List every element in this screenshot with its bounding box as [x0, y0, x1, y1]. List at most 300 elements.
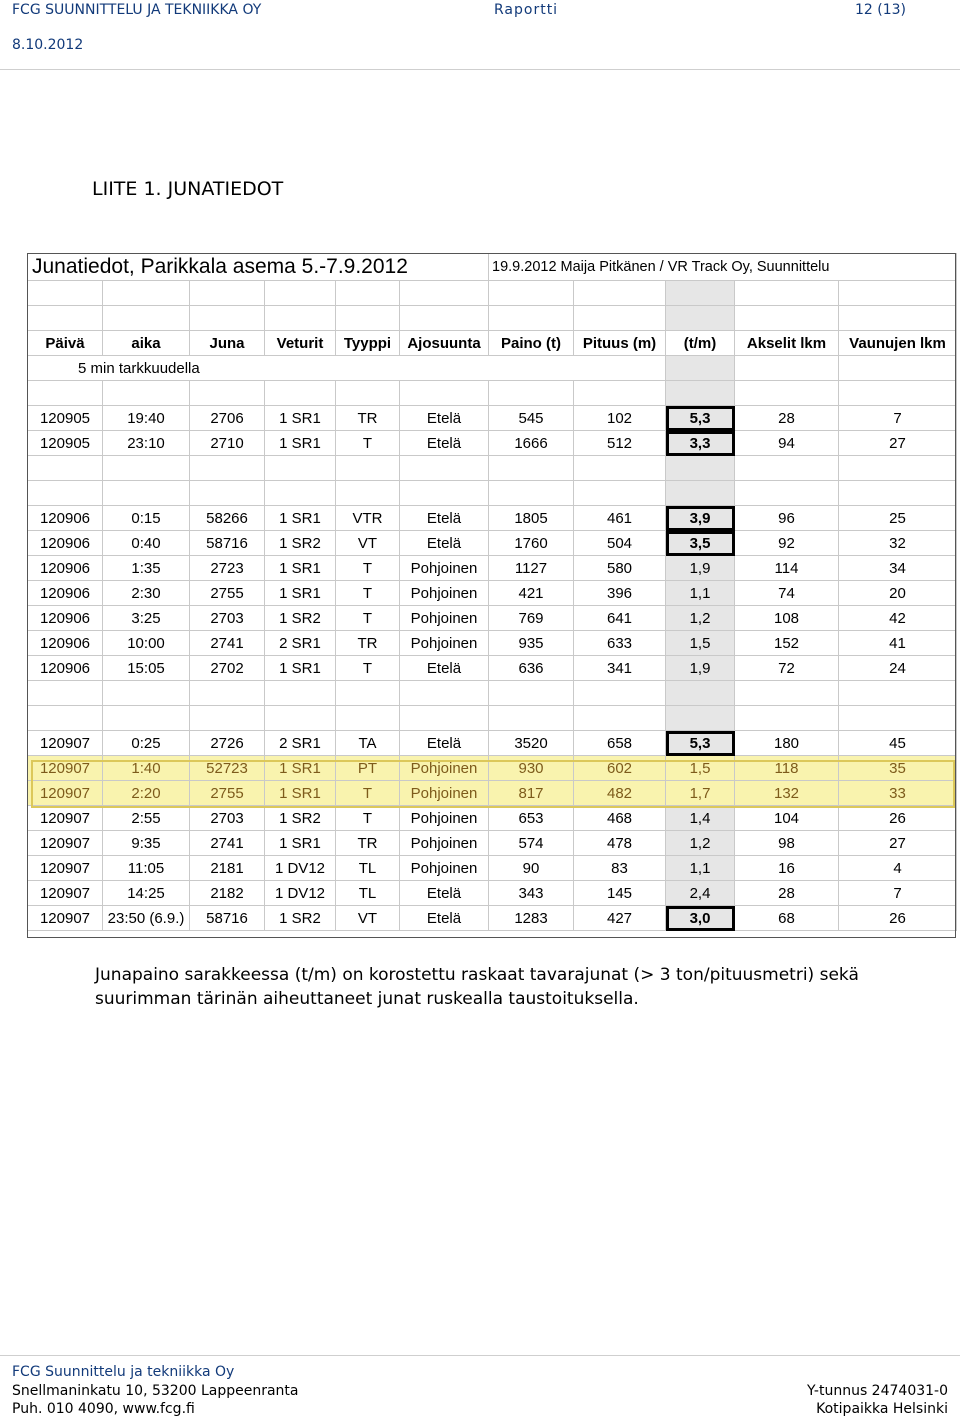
- table-cell: 5,3: [666, 406, 735, 431]
- blank-cell: [190, 706, 265, 731]
- table-cell: 636: [489, 656, 574, 681]
- table-row: [28, 581, 957, 606]
- blank-cell: [735, 381, 839, 406]
- table-row: [28, 756, 957, 781]
- table-cell: 2702: [190, 656, 265, 681]
- footer-phone: Puh. 010 4090, www.fcg.fi: [12, 1401, 195, 1417]
- table-cell: 1666: [489, 431, 574, 456]
- table-cell: 26: [839, 906, 957, 931]
- blank-cell: [839, 306, 957, 331]
- blank-cell: [265, 481, 336, 506]
- blank-cell: [28, 456, 103, 481]
- note-text: 5 min tarkkuudella: [28, 356, 666, 381]
- table-cell: 2723: [190, 556, 265, 581]
- blank-cell: [666, 481, 735, 506]
- blank-cell: [28, 306, 103, 331]
- blank-cell: [574, 381, 666, 406]
- column-header: Pituus (m): [574, 331, 666, 356]
- table-cell: TR: [336, 631, 400, 656]
- blank-cell: [400, 281, 489, 306]
- blank-cell: [574, 306, 666, 331]
- table-cell: 658: [574, 731, 666, 756]
- table-cell: 24: [839, 656, 957, 681]
- footer-business-id: Y-tunnus 2474031-0: [807, 1383, 948, 1399]
- table-cell: 1127: [489, 556, 574, 581]
- blank-cell: [400, 381, 489, 406]
- table-cell: 35: [839, 756, 957, 781]
- blank-cell: [28, 381, 103, 406]
- table-cell: 20: [839, 581, 957, 606]
- table-cell: 58716: [190, 531, 265, 556]
- table-cell: 45: [839, 731, 957, 756]
- table-cell: 1 SR2: [265, 906, 336, 931]
- table-cell: 2 SR1: [265, 631, 336, 656]
- blank-cell: [666, 706, 735, 731]
- blank-cell: [489, 281, 574, 306]
- table-cell: 1 SR2: [265, 806, 336, 831]
- table-cell: 14:25: [103, 881, 190, 906]
- table-cell: 2,4: [666, 881, 735, 906]
- table-cell: Etelä: [400, 406, 489, 431]
- table-cell: 120907: [28, 756, 103, 781]
- table-cell: Pohjoinen: [400, 581, 489, 606]
- table-cell: 1,9: [666, 656, 735, 681]
- table-cell: 2755: [190, 781, 265, 806]
- table-cell: 1,1: [666, 856, 735, 881]
- table-cell: 120906: [28, 656, 103, 681]
- table-cell: 2703: [190, 806, 265, 831]
- sheet-title-row: [28, 254, 957, 281]
- footer-domicile: Kotipaikka Helsinki: [816, 1401, 948, 1417]
- column-header: Tyyppi: [336, 331, 400, 356]
- table-cell: T: [336, 556, 400, 581]
- table-cell: 132: [735, 781, 839, 806]
- table-row: [28, 881, 957, 906]
- table-cell: 7: [839, 881, 957, 906]
- table-cell: 120907: [28, 856, 103, 881]
- table-cell: 28: [735, 406, 839, 431]
- blank-cell: [103, 381, 190, 406]
- table-cell: 2755: [190, 581, 265, 606]
- table-cell: 33: [839, 781, 957, 806]
- table-cell: Etelä: [400, 531, 489, 556]
- table-cell: 341: [574, 656, 666, 681]
- table-cell: 343: [489, 881, 574, 906]
- blank-cell: [574, 706, 666, 731]
- table-cell: Pohjoinen: [400, 781, 489, 806]
- column-header-row: [28, 331, 957, 356]
- table-cell: 1 SR1: [265, 756, 336, 781]
- blank-cell: [839, 681, 957, 706]
- table-cell: Etelä: [400, 656, 489, 681]
- table-row: [28, 656, 957, 681]
- blank-cell: [735, 356, 839, 381]
- table-cell: Pohjoinen: [400, 806, 489, 831]
- column-header: Paino (t): [489, 331, 574, 356]
- header-divider: [0, 69, 960, 70]
- blank-cell: [839, 381, 957, 406]
- blank-cell: [666, 281, 735, 306]
- blank-cell: [190, 481, 265, 506]
- table-cell: 1 SR1: [265, 831, 336, 856]
- blank-cell: [336, 456, 400, 481]
- table-cell: 145: [574, 881, 666, 906]
- table-cell: 1:35: [103, 556, 190, 581]
- table-cell: 23:10: [103, 431, 190, 456]
- table-row: [28, 556, 957, 581]
- table-cell: 2:30: [103, 581, 190, 606]
- column-header: Juna: [190, 331, 265, 356]
- table-cell: 96: [735, 506, 839, 531]
- table-cell: 120906: [28, 531, 103, 556]
- table-row: [28, 731, 957, 756]
- table-cell: 396: [574, 581, 666, 606]
- table-cell: 1 SR1: [265, 581, 336, 606]
- table-cell: 120907: [28, 906, 103, 931]
- table-cell: 1:40: [103, 756, 190, 781]
- table-cell: 120907: [28, 831, 103, 856]
- table-cell: VT: [336, 906, 400, 931]
- blank-cell: [735, 481, 839, 506]
- blank-cell: [666, 306, 735, 331]
- table-cell: 1,9: [666, 556, 735, 581]
- table-cell: 52723: [190, 756, 265, 781]
- table-cell: 1 DV12: [265, 856, 336, 881]
- blank-cell: [400, 706, 489, 731]
- table-cell: 180: [735, 731, 839, 756]
- table-cell: 4: [839, 856, 957, 881]
- table-cell: 1,5: [666, 756, 735, 781]
- table-cell: 1 SR2: [265, 606, 336, 631]
- table-cell: Pohjoinen: [400, 856, 489, 881]
- blank-cell: [489, 706, 574, 731]
- table-cell: 19:40: [103, 406, 190, 431]
- table-cell: 1 SR1: [265, 506, 336, 531]
- blank-cell: [265, 381, 336, 406]
- table-cell: 74: [735, 581, 839, 606]
- footer-company: FCG Suunnittelu ja tekniikka Oy: [12, 1364, 235, 1380]
- blank-cell: [489, 306, 574, 331]
- table-cell: 1,5: [666, 631, 735, 656]
- table-cell: 27: [839, 431, 957, 456]
- column-header: Vaunujen lkm: [839, 331, 957, 356]
- table-cell: 641: [574, 606, 666, 631]
- table-cell: 152: [735, 631, 839, 656]
- table-row: [28, 806, 957, 831]
- table-cell: 1760: [489, 531, 574, 556]
- table-cell: T: [336, 581, 400, 606]
- sheet-title: Junatiedot, Parikkala asema 5.-7.9.2012: [28, 254, 489, 281]
- table-cell: 3,5: [666, 531, 735, 556]
- table-cell: 58716: [190, 906, 265, 931]
- table-cell: 5,3: [666, 731, 735, 756]
- table-cell: 512: [574, 431, 666, 456]
- table-cell: 2182: [190, 881, 265, 906]
- table-row: [28, 431, 957, 456]
- spacer-row: [28, 456, 957, 481]
- note-row: [28, 356, 957, 381]
- blank-cell: [103, 281, 190, 306]
- table-cell: 108: [735, 606, 839, 631]
- blank-cell: [190, 281, 265, 306]
- column-header: Päivä: [28, 331, 103, 356]
- table-cell: 1,2: [666, 606, 735, 631]
- table-cell: 3,0: [666, 906, 735, 931]
- table-cell: Etelä: [400, 431, 489, 456]
- table-cell: PT: [336, 756, 400, 781]
- blank-cell: [574, 681, 666, 706]
- table-cell: TR: [336, 831, 400, 856]
- table-cell: 574: [489, 831, 574, 856]
- blank-cell: [839, 481, 957, 506]
- table-cell: 98: [735, 831, 839, 856]
- table-cell: 1 SR1: [265, 431, 336, 456]
- blank-cell: [574, 456, 666, 481]
- blank-cell: [336, 306, 400, 331]
- blank-cell: [839, 356, 957, 381]
- table-cell: 120907: [28, 806, 103, 831]
- table-cell: 120905: [28, 406, 103, 431]
- table-cell: 120906: [28, 556, 103, 581]
- table-cell: 26: [839, 806, 957, 831]
- column-header: Veturit: [265, 331, 336, 356]
- spacer-row: [28, 306, 957, 331]
- table-row: [28, 506, 957, 531]
- table-cell: 118: [735, 756, 839, 781]
- spacer-row: [28, 681, 957, 706]
- column-header: Akselit lkm: [735, 331, 839, 356]
- table-cell: Pohjoinen: [400, 606, 489, 631]
- table-cell: TA: [336, 731, 400, 756]
- table-cell: 27: [839, 831, 957, 856]
- table-cell: 1283: [489, 906, 574, 931]
- table-cell: 120906: [28, 506, 103, 531]
- table-cell: 633: [574, 631, 666, 656]
- table-cell: 0:40: [103, 531, 190, 556]
- header-company: FCG SUUNNITTELU JA TEKNIIKKA OY: [12, 2, 262, 18]
- appendix-title: LIITE 1. JUNATIEDOT: [92, 178, 284, 200]
- table-cell: 1,4: [666, 806, 735, 831]
- table-cell: 1 SR1: [265, 656, 336, 681]
- table-cell: 120906: [28, 581, 103, 606]
- blank-cell: [574, 481, 666, 506]
- blank-cell: [28, 481, 103, 506]
- table-cell: 16: [735, 856, 839, 881]
- blank-cell: [735, 281, 839, 306]
- table-cell: 94: [735, 431, 839, 456]
- table-cell: 120907: [28, 881, 103, 906]
- table-cell: VT: [336, 531, 400, 556]
- blank-cell: [103, 706, 190, 731]
- footer-address: Snellmaninkatu 10, 53200 Lappeenranta: [12, 1383, 299, 1399]
- table-cell: 90: [489, 856, 574, 881]
- header-doc-type: Raportti: [494, 2, 559, 18]
- table-cell: 1 SR1: [265, 556, 336, 581]
- blank-cell: [336, 481, 400, 506]
- blank-cell: [735, 306, 839, 331]
- table-cell: 28: [735, 881, 839, 906]
- table-cell: 580: [574, 556, 666, 581]
- table-cell: 7: [839, 406, 957, 431]
- table-cell: 120907: [28, 781, 103, 806]
- blank-cell: [336, 706, 400, 731]
- table-cell: 930: [489, 756, 574, 781]
- table-cell: 2:20: [103, 781, 190, 806]
- blank-cell: [400, 306, 489, 331]
- table-cell: Pohjoinen: [400, 631, 489, 656]
- table-row: [28, 906, 957, 931]
- table-cell: 468: [574, 806, 666, 831]
- blank-cell: [28, 706, 103, 731]
- blank-cell: [265, 706, 336, 731]
- table-cell: 120906: [28, 606, 103, 631]
- blank-cell: [574, 281, 666, 306]
- table-cell: 41: [839, 631, 957, 656]
- table-cell: 504: [574, 531, 666, 556]
- table-cell: 461: [574, 506, 666, 531]
- blank-cell: [666, 356, 735, 381]
- blank-cell: [190, 456, 265, 481]
- table-cell: VTR: [336, 506, 400, 531]
- blank-cell: [103, 681, 190, 706]
- table-cell: T: [336, 781, 400, 806]
- table-cell: 545: [489, 406, 574, 431]
- table-cell: 2 SR1: [265, 731, 336, 756]
- table-cell: 1 DV12: [265, 881, 336, 906]
- table-cell: 25: [839, 506, 957, 531]
- column-header: aika: [103, 331, 190, 356]
- blank-cell: [839, 706, 957, 731]
- spacer-row: [28, 481, 957, 506]
- blank-cell: [839, 281, 957, 306]
- blank-cell: [336, 281, 400, 306]
- table-cell: TR: [336, 406, 400, 431]
- blank-cell: [666, 381, 735, 406]
- table-cell: 83: [574, 856, 666, 881]
- blank-cell: [190, 681, 265, 706]
- table-cell: 104: [735, 806, 839, 831]
- table-cell: 2703: [190, 606, 265, 631]
- table-cell: 1 SR1: [265, 406, 336, 431]
- footer-divider: [0, 1355, 960, 1356]
- table-cell: 23:50 (6.9.): [103, 906, 190, 931]
- table-cell: Pohjoinen: [400, 756, 489, 781]
- table-cell: TL: [336, 856, 400, 881]
- blank-cell: [400, 456, 489, 481]
- table-cell: 2181: [190, 856, 265, 881]
- table-cell: 3520: [489, 731, 574, 756]
- train-data-table: [27, 253, 957, 931]
- table-cell: 1 SR2: [265, 531, 336, 556]
- table-cell: 2710: [190, 431, 265, 456]
- table-cell: 653: [489, 806, 574, 831]
- table-cell: 2706: [190, 406, 265, 431]
- blank-cell: [28, 681, 103, 706]
- blank-cell: [336, 681, 400, 706]
- table-row: [28, 831, 957, 856]
- table-cell: 3,9: [666, 506, 735, 531]
- table-cell: T: [336, 606, 400, 631]
- table-cell: 3:25: [103, 606, 190, 631]
- table-cell: 2:55: [103, 806, 190, 831]
- table-cell: Etelä: [400, 881, 489, 906]
- table-cell: 120906: [28, 631, 103, 656]
- table-cell: Etelä: [400, 906, 489, 931]
- table-cell: Etelä: [400, 731, 489, 756]
- table-cell: 2741: [190, 631, 265, 656]
- blank-cell: [489, 456, 574, 481]
- table-cell: Pohjoinen: [400, 831, 489, 856]
- table-cell: 72: [735, 656, 839, 681]
- header-date: 8.10.2012: [12, 37, 84, 53]
- table-cell: 92: [735, 531, 839, 556]
- table-cell: 32: [839, 531, 957, 556]
- blank-cell: [190, 381, 265, 406]
- blank-cell: [103, 456, 190, 481]
- table-cell: 15:05: [103, 656, 190, 681]
- blank-cell: [400, 681, 489, 706]
- table-cell: 1805: [489, 506, 574, 531]
- table-cell: 2726: [190, 731, 265, 756]
- table-row: [28, 856, 957, 881]
- table-cell: T: [336, 431, 400, 456]
- table-cell: Etelä: [400, 506, 489, 531]
- table-cell: 427: [574, 906, 666, 931]
- blank-cell: [666, 456, 735, 481]
- table-cell: 34: [839, 556, 957, 581]
- blank-cell: [735, 706, 839, 731]
- blank-cell: [265, 281, 336, 306]
- table-cell: 482: [574, 781, 666, 806]
- table-cell: 1 SR1: [265, 781, 336, 806]
- table-cell: 68: [735, 906, 839, 931]
- table-cell: 602: [574, 756, 666, 781]
- blank-cell: [336, 381, 400, 406]
- table-cell: 58266: [190, 506, 265, 531]
- table-cell: 10:00: [103, 631, 190, 656]
- table-row: [28, 406, 957, 431]
- table-cell: 102: [574, 406, 666, 431]
- blank-cell: [489, 381, 574, 406]
- table-row: [28, 606, 957, 631]
- table-cell: 421: [489, 581, 574, 606]
- blank-cell: [666, 681, 735, 706]
- table-cell: 114: [735, 556, 839, 581]
- table-cell: TL: [336, 881, 400, 906]
- table-cell: 935: [489, 631, 574, 656]
- blank-cell: [839, 456, 957, 481]
- spacer-row: [28, 281, 957, 306]
- table-row: [28, 531, 957, 556]
- blank-cell: [28, 281, 103, 306]
- table-cell: 1,2: [666, 831, 735, 856]
- table-cell: 0:25: [103, 731, 190, 756]
- table-cell: Pohjoinen: [400, 556, 489, 581]
- blank-cell: [103, 481, 190, 506]
- table-cell: 120905: [28, 431, 103, 456]
- blank-cell: [489, 681, 574, 706]
- blank-cell: [265, 456, 336, 481]
- spacer-row: [28, 381, 957, 406]
- table-row: [28, 631, 957, 656]
- table-cell: 11:05: [103, 856, 190, 881]
- blank-cell: [103, 306, 190, 331]
- train-data-sheet: [27, 253, 958, 938]
- column-header: Ajosuunta: [400, 331, 489, 356]
- header-page-number: 12 (13): [855, 2, 907, 18]
- caption-text: Junapaino sarakkeessa (t/m) on korostettu raskaat tavarajunat (> 3 ton/pituusmetri) sekä suurimman tärinän aiheuttaneet junat ruskealla taustoituksella.: [95, 965, 859, 1009]
- blank-cell: [400, 481, 489, 506]
